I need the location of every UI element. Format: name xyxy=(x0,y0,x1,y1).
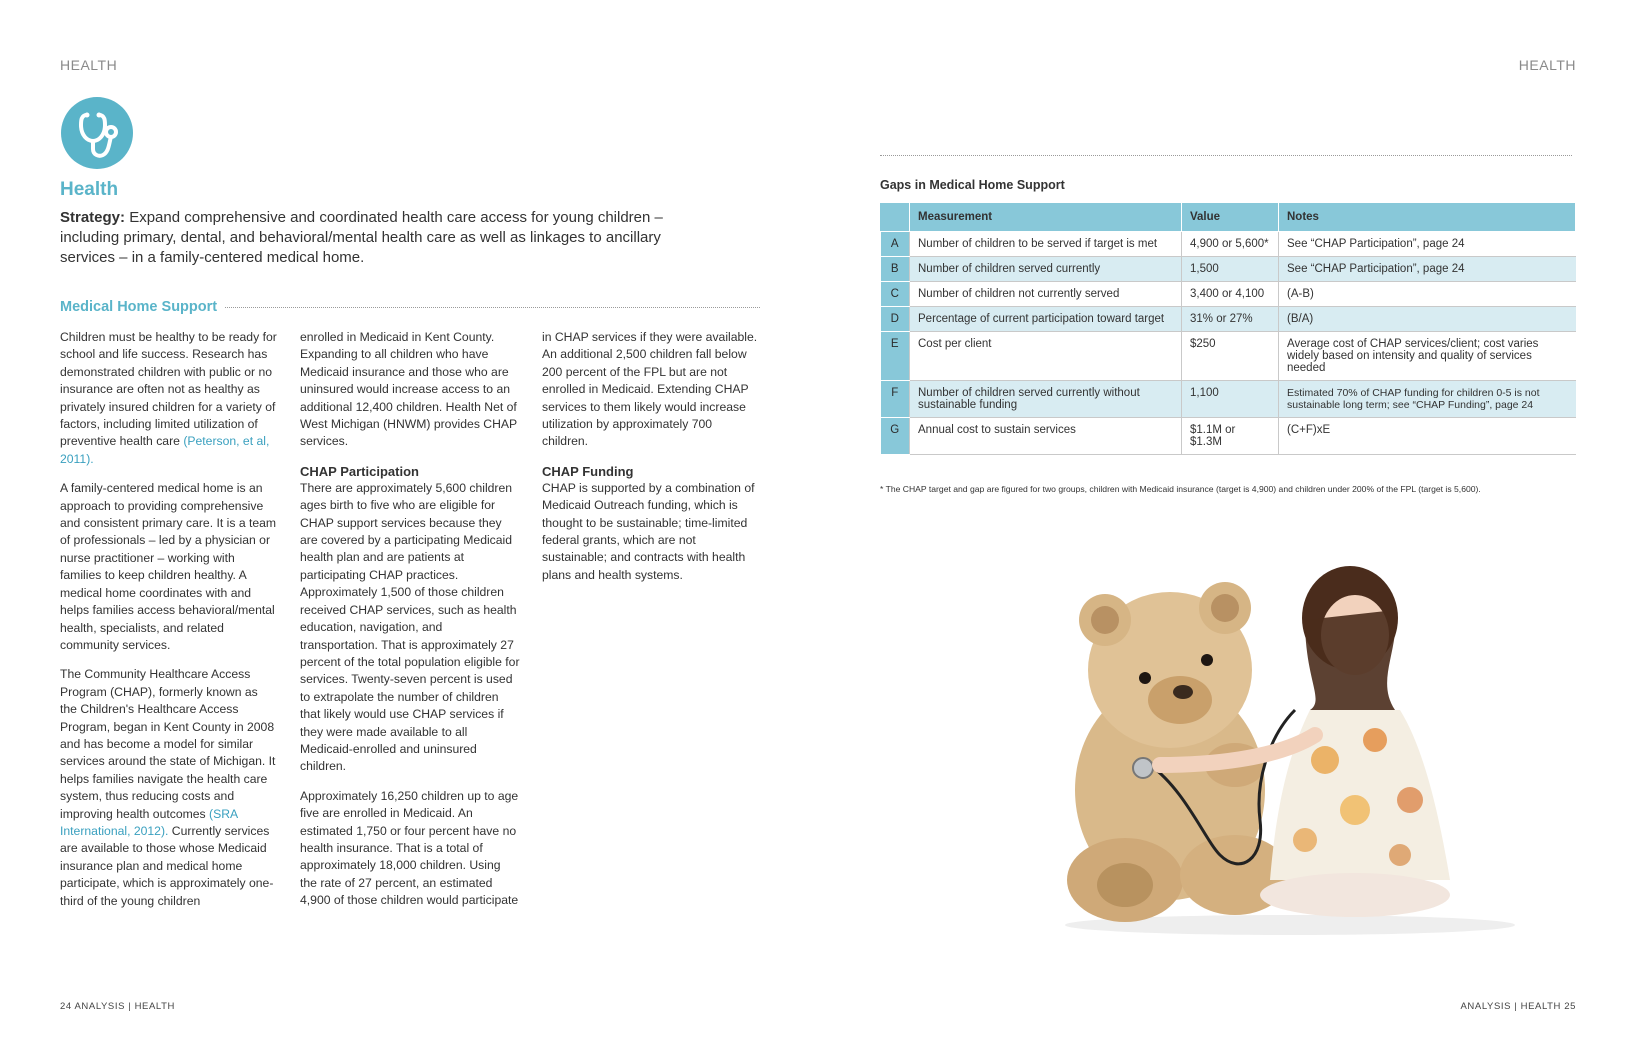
table-row xyxy=(881,257,1576,282)
text-column-2 xyxy=(300,329,520,922)
paragraph xyxy=(60,329,278,468)
folio-left: 24 ANALYSIS | HEALTH xyxy=(60,1001,175,1012)
cell-value: 3,400 or 4,100 xyxy=(1182,282,1279,307)
cell-value: 1,500 xyxy=(1182,257,1279,282)
paragraph: CHAP is supported by a combination of Medicaid Outreach funding, which is thought to be sustainable; time-limited federal grants, which are not sustainable; and contracts with health plans and health systems. xyxy=(542,480,755,582)
text-column-1 xyxy=(60,329,278,922)
cell-value: 1,100 xyxy=(1182,381,1279,418)
cell-measurement: Cost per client xyxy=(910,332,1182,381)
citation-link[interactable]: (SRA International, 2012). xyxy=(60,806,238,838)
paragraph: enrolled in Medicaid in Kent County. Expanding to all children who have Medicaid insurance and those who are uninsured would increase access to an additional 12,400 children. Health Net of West Michigan (HNWM) provides CHAP services. xyxy=(300,330,517,449)
row-letter: D xyxy=(881,307,910,332)
table-header-row xyxy=(881,203,1576,232)
table-header-blank xyxy=(881,203,910,232)
cell-notes: (A-B) xyxy=(1279,282,1576,307)
running-head-left: HEALTH xyxy=(60,57,118,73)
paragraph xyxy=(60,666,278,910)
table-title: Gaps in Medical Home Support xyxy=(880,178,1065,192)
citation-link[interactable]: (Peterson, et al, 2011). xyxy=(60,434,270,466)
section-title: Health xyxy=(60,179,119,200)
table-row xyxy=(881,381,1576,418)
paragraph: in CHAP services if they were available. An additional 2,500 children fall below 200 percent of the FPL but are not enrolled in Medicaid. Extending CHAP services to them likely would increase utilization by approximately 700 children. xyxy=(542,330,758,449)
strategy-statement xyxy=(60,208,700,268)
cell-value: 4,900 or 5,600* xyxy=(1182,232,1279,257)
cell-measurement: Number of children served currently without sustainable funding xyxy=(910,381,1182,418)
stethoscope-icon xyxy=(61,97,133,169)
paragraph: There are approximately 5,600 children ages birth to five who are eligible for CHAP support services because they are covered by a participating Medicaid health plan and are patients at participating CHAP practices. Approximately 1,500 of those children received CHAP services, such as health education, navigation, and transportation. That is approximately 27 percent of the total population eligible for services. Twenty-seven percent is used to extrapolate the number of children that likely would use CHAP services if they were made available to all Medicaid-enrolled and uninsured children. xyxy=(300,480,520,774)
table-header: Measurement xyxy=(910,203,1182,232)
paragraph: A family-centered medical home is an approach to providing comprehensive and consistent primary care. It is a team of professionals – led by a physician or nurse practitioner – working with families to keep children healthy. A medical home coordinates with and helps families access behavioral/mental health, specialists, and related community services. xyxy=(60,481,277,652)
cell-notes: See “CHAP Participation”, page 24 xyxy=(1279,232,1576,257)
cell-value: $250 xyxy=(1182,332,1279,381)
subheading: CHAP Participation xyxy=(300,463,419,479)
cell-measurement: Percentage of current participation toward target xyxy=(910,307,1182,332)
table-row xyxy=(881,418,1576,455)
cell-notes: (B/A) xyxy=(1279,307,1576,332)
row-letter: A xyxy=(881,232,910,257)
cell-measurement: Number of children served currently xyxy=(910,257,1182,282)
folio-right: ANALYSIS | HEALTH 25 xyxy=(1460,1001,1576,1012)
running-head-right: HEALTH xyxy=(1518,57,1576,73)
cell-notes: (C+F)xE xyxy=(1279,418,1576,455)
cell-notes: Estimated 70% of CHAP funding for children 0-5 is not sustainable long term; see “CHAP Funding”, page 24 xyxy=(1279,381,1576,418)
table-header: Notes xyxy=(1279,203,1576,232)
row-letter: C xyxy=(881,282,910,307)
strategy-label: Strategy: xyxy=(60,209,126,226)
subsection-title: Medical Home Support xyxy=(60,299,225,315)
cell-measurement: Number of children not currently served xyxy=(910,282,1182,307)
cell-value: $1.1M or $1.3M xyxy=(1182,418,1279,455)
table-row xyxy=(881,332,1576,381)
row-letter: E xyxy=(881,332,910,381)
dotted-rule xyxy=(880,155,1572,156)
strategy-text: Expand comprehensive and coordinated health care access for young children – including primary, dental, and behavioral/mental health care as well as linkages to ancillary services – in a family-centered medical home. xyxy=(60,209,663,266)
row-letter: G xyxy=(881,418,910,455)
cell-notes: See “CHAP Participation”, page 24 xyxy=(1279,257,1576,282)
table-row xyxy=(881,232,1576,257)
text-column-3 xyxy=(542,329,760,596)
row-letter: F xyxy=(881,381,910,418)
paragraph: Approximately 16,250 children up to age five are enrolled in Medicaid. An estimated 1,750 or four percent have no health insurance. That is a total of approximately 18,000 children. Using the rate of 27 percent, an estimated 4,900 of those children would participate xyxy=(300,788,519,908)
paragraph-text: Children must be healthy to be ready for school and life success. Research has demonstrated children with public or no insurance are often not as healthy as privately insured children for a variety of factors, including limited utilization of preventive health care xyxy=(60,330,277,449)
subheading: CHAP Funding xyxy=(542,463,634,479)
subsection-header xyxy=(60,298,760,318)
cell-measurement: Annual cost to sustain services xyxy=(910,418,1182,455)
table-footnote: * The CHAP target and gap are figured for two groups, children with Medicaid insurance (target is 4,900) and children under 200% of the FPL (target is 5,600). xyxy=(880,484,1481,494)
cell-measurement: Number of children to be served if target is met xyxy=(910,232,1182,257)
table-header: Value xyxy=(1182,203,1279,232)
table-row xyxy=(881,282,1576,307)
row-letter: B xyxy=(881,257,910,282)
paragraph-text: The Community Healthcare Access Program (CHAP), formerly known as the Children's Healthcare Access Program, began in Kent County in 2008 and has become a model for similar services around the state of Michigan. It helps families navigate the health care system, thus reducing costs and improving health outcomes xyxy=(60,667,276,821)
gaps-table xyxy=(880,202,1576,455)
table-row xyxy=(881,307,1576,332)
cell-notes: Average cost of CHAP services/client; cost varies widely based on intensity and quality of services needed xyxy=(1279,332,1576,381)
girl-with-teddy-bear-illustration xyxy=(1055,560,1525,940)
paragraph-text: Currently services are available to those whose Medicaid insurance plan and medical home participate, which is approximately one-third of the young children xyxy=(60,823,274,908)
cell-value: 31% or 27% xyxy=(1182,307,1279,332)
